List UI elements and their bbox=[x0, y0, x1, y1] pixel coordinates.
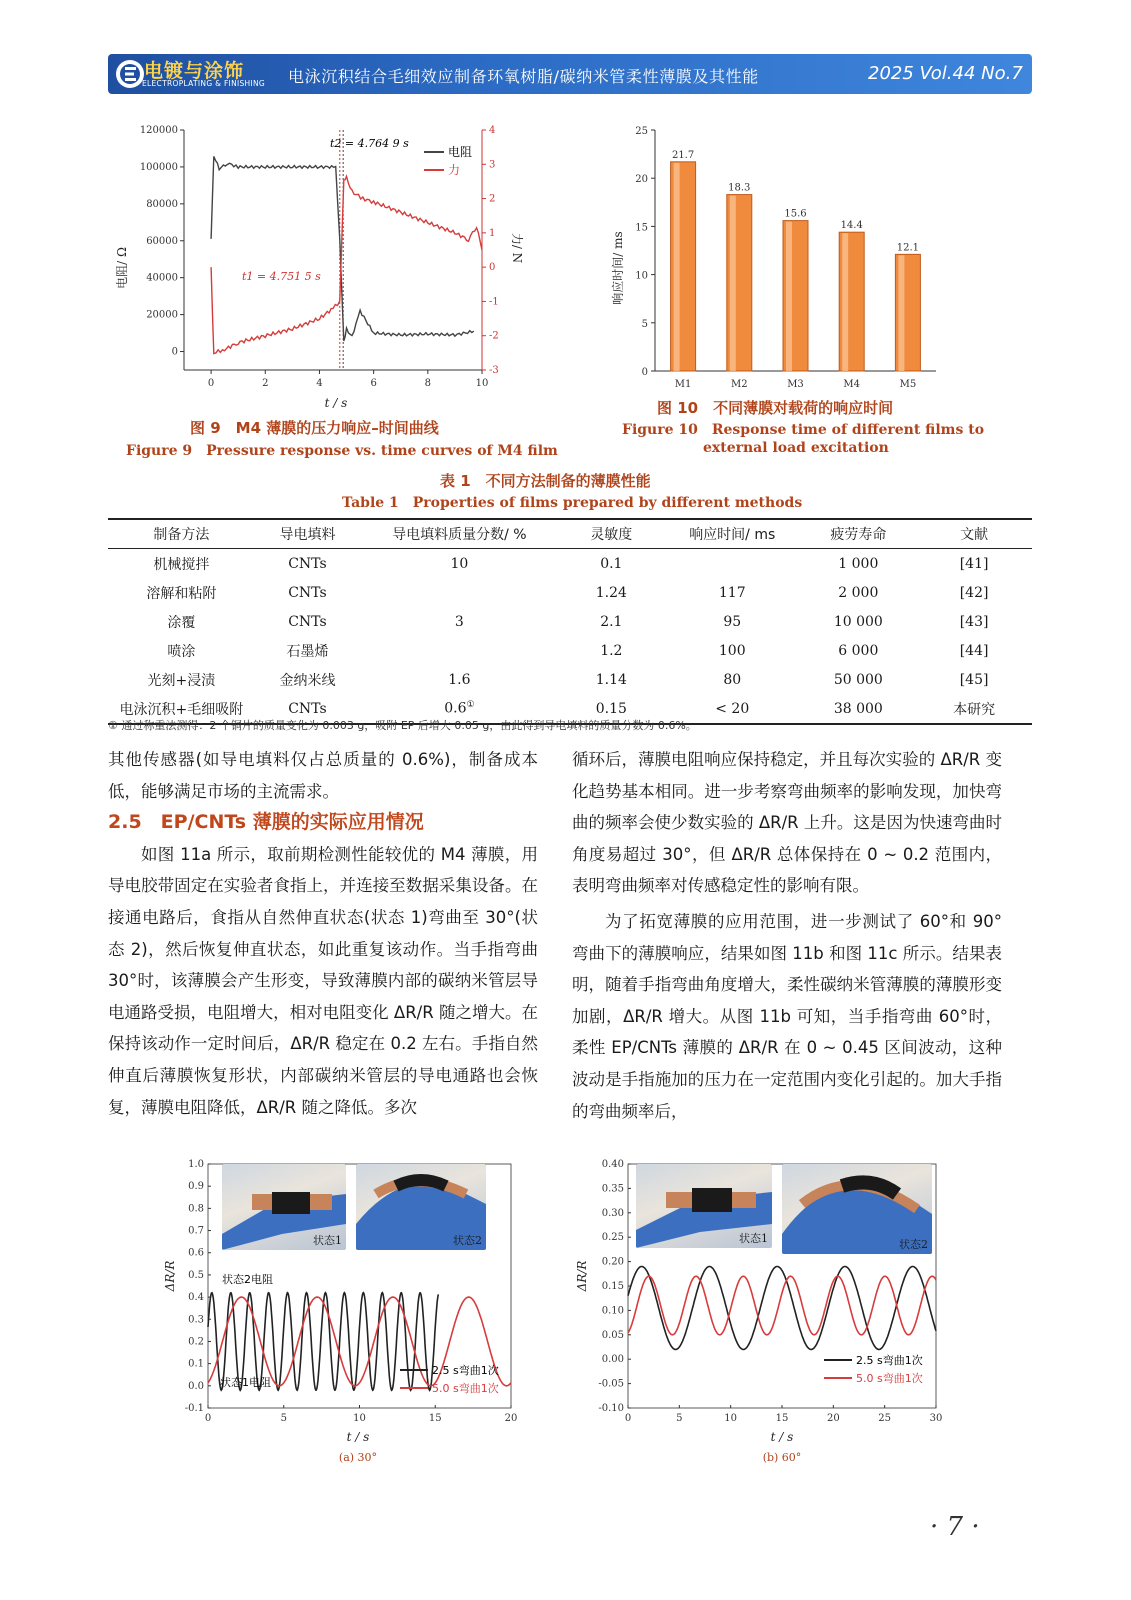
table-cell: [43] bbox=[959, 613, 989, 630]
fig10-bar-highlight bbox=[898, 255, 904, 371]
fig9-y-right-tick-label: 4 bbox=[489, 125, 496, 136]
table-cell: 溶解和粘附 bbox=[146, 585, 217, 602]
table-cell: 1.24 bbox=[595, 584, 627, 601]
fig11b-photo-state1 bbox=[636, 1164, 772, 1248]
fig11a-legend-1: 2.5 s弯曲1次 bbox=[432, 1364, 499, 1377]
fig10-bar-value-label: 18.3 bbox=[728, 182, 751, 194]
left-column bbox=[108, 744, 538, 1123]
fig10-x-tick-label: M3 bbox=[787, 379, 804, 390]
fig9-legend-resistance: 电阻 bbox=[448, 145, 473, 159]
fig9-x-tick-label: 10 bbox=[475, 378, 489, 389]
table-cell: 10 000 bbox=[833, 613, 883, 630]
table1-title-en: Table 1 Properties of films prepared by different methods bbox=[342, 495, 803, 511]
table-header-row bbox=[108, 519, 1032, 549]
fig11b-x-tick-label: 20 bbox=[826, 1413, 840, 1424]
table-header-fatigue-life: 疲劳寿命 bbox=[800, 519, 916, 549]
fig10-y-tick-label: 5 bbox=[641, 318, 648, 330]
fig9-y-left-tick-label: 100000 bbox=[139, 161, 178, 173]
fig11b-x-tick-label: 10 bbox=[724, 1413, 738, 1424]
volume-issue: 2025 Vol.44 No.7 bbox=[868, 63, 1023, 84]
table-cell: 金纳米线 bbox=[279, 672, 336, 689]
fig10-bar-value-label: 15.6 bbox=[784, 208, 807, 220]
fig11b-x-tick-label: 25 bbox=[878, 1413, 892, 1424]
table1-footnote: ① 通过称重法测得：2 个铜片的质量变化为 0.003 g，吸附 EP 后增大 0.05 g，由此得到导电填料的质量分数为 0.6%。 bbox=[108, 719, 697, 732]
fig10-x-tick-label: M4 bbox=[843, 379, 861, 390]
table-cell: [45] bbox=[959, 671, 989, 688]
table-cell: 2 000 bbox=[838, 584, 879, 601]
fig11b-photo-label-1: 状态1 bbox=[739, 1232, 768, 1245]
table-cell: 10 bbox=[450, 555, 469, 572]
fig11b-y-tick-label: 0.30 bbox=[601, 1207, 624, 1219]
fig11b-y-tick-label: 0.35 bbox=[601, 1183, 624, 1195]
table-cell: 光刻+浸渍 bbox=[147, 672, 216, 689]
fig11b-y-tick-label: 0.00 bbox=[601, 1354, 624, 1366]
table-header-reference: 文献 bbox=[916, 519, 1032, 549]
fig9-annotation-t2: t2 = 4.764 9 s bbox=[330, 137, 409, 150]
table-cell: 1.6 bbox=[448, 671, 471, 688]
fig9-caption-en: Figure 9 Pressure response vs. time curves of M4 film bbox=[126, 443, 558, 459]
table-cell: 1 000 bbox=[838, 555, 879, 572]
page-number: · 7 · bbox=[930, 1512, 980, 1542]
table-cell: 95 bbox=[723, 613, 742, 630]
fig9-y-left-tick-label: 20000 bbox=[146, 309, 178, 321]
fig9-x-tick-label: 4 bbox=[316, 378, 323, 389]
table-cell: 石墨烯 bbox=[286, 643, 329, 660]
fig9-ylabel-right: 力/ N bbox=[510, 232, 524, 264]
fig11b-x-tick-label: 15 bbox=[775, 1413, 789, 1424]
table-cell: 0.1 bbox=[600, 555, 623, 572]
table-cell: 100 bbox=[718, 642, 746, 659]
left-paragraph-1: 其他传感器(如导电填料仅占总质量的 0.6%)，制备成本低，能够满足市场的主流需求。 bbox=[108, 750, 538, 801]
fig11a-y-tick-label: 0.8 bbox=[188, 1203, 204, 1215]
table-cell: 6 000 bbox=[838, 642, 879, 659]
table-row bbox=[108, 636, 1032, 665]
right-column bbox=[572, 744, 1002, 1127]
fig10-bar-highlight bbox=[786, 222, 792, 371]
fig11b-ylabel: ΔR/R bbox=[575, 1260, 589, 1292]
fig11a-x-tick-label: 20 bbox=[504, 1413, 518, 1424]
fig9-y-right-tick-label: -3 bbox=[489, 365, 499, 376]
fig11b-y-tick-label: 0.05 bbox=[601, 1329, 624, 1341]
fig11b-y-tick-label: 0.20 bbox=[601, 1256, 624, 1268]
figure-10-chart bbox=[600, 118, 1000, 403]
fig10-caption-cn: 图 10 不同薄膜对载荷的响应时间 bbox=[657, 399, 894, 417]
table-cell: 3 bbox=[454, 613, 464, 630]
fig9-y-right-tick-label: 3 bbox=[489, 159, 496, 171]
fig11a-y-tick-label: 0.7 bbox=[188, 1225, 204, 1237]
table-cell: CNTs bbox=[255, 694, 360, 724]
table-cell: [44] bbox=[959, 642, 989, 659]
fig9-xlabel: t / s bbox=[324, 396, 348, 410]
fig9-y-right-tick-label: -1 bbox=[489, 296, 499, 308]
fig10-ylabel: 响应时间/ ms bbox=[611, 231, 625, 305]
fig11a-y-tick-label: 0.5 bbox=[188, 1269, 204, 1281]
fig9-x-tick-label: 0 bbox=[207, 378, 215, 389]
table-cell bbox=[360, 636, 558, 665]
table-header-method: 制备方法 bbox=[108, 519, 255, 549]
fig9-ylabel-left: 电阻/ Ω bbox=[115, 247, 129, 289]
fig11a-annotation-state2: 状态2电阻 bbox=[222, 1273, 273, 1286]
fig11a-x-tick-label: 10 bbox=[353, 1413, 366, 1424]
fig10-y-tick-label: 0 bbox=[641, 367, 648, 378]
journal-name-en: ELECTROPLATING & FINISHING bbox=[142, 79, 266, 88]
fig10-bar-value-label: 12.1 bbox=[896, 242, 920, 254]
section-heading: 2.5 EP/CNTs 薄膜的实际应用情况 bbox=[108, 811, 424, 834]
fig11a-xlabel: t / s bbox=[346, 1430, 370, 1444]
left-paragraph-2: 如图 11a 所示，取前期检测性能较优的 M4 薄膜，用导电胶带固定在实验者食指上，并连接至数据采集设备。在接通电路后，食指从自然伸直状态(状态 1)弯曲至 30°(状态 2)，然后恢复伸直状态，如此重复该动作。当手指弯曲 30°时，该薄膜会产生形变，导致薄膜内部的碳纳米管层导电通路受损，电阻增大，相对电阻变化 ΔR/R 随之增大。在保持该动作一定时间后，ΔR/R 稳定在 0.2 左右。手指自然伸直后薄膜恢复形状，内部碳纳米管层的导电通路也会恢复，薄膜电阻降低，ΔR/R 随之降低。多次 bbox=[108, 844, 538, 1117]
fig10-y-tick-label: 10 bbox=[635, 270, 648, 282]
fig11b-legend-1: 2.5 s弯曲1次 bbox=[856, 1354, 923, 1367]
fig11b-y-tick-label: 0.25 bbox=[601, 1232, 624, 1244]
table-header-filler: 导电填料 bbox=[255, 519, 360, 549]
table-cell: [41] bbox=[959, 555, 989, 572]
table-row bbox=[108, 665, 1032, 694]
fig10-bar-value-label: 14.4 bbox=[840, 220, 863, 232]
fig11a-photo-state1 bbox=[222, 1164, 346, 1250]
fig9-legend-force: 力 bbox=[448, 163, 461, 177]
right-paragraph-1: 循环后，薄膜电阻响应保持稳定，并且每次实验的 ΔR/R 变化趋势基本相同。进一步考察弯曲频率的影响发现，加快弯曲的频率会使少数实验的 ΔR/R 上升。这是因为快速弯曲时角度易超过 30°，但 ΔR/R 总体保持在 0 ~ 0.2 范围内，表明弯曲频率对传感稳定性的影响有限。 bbox=[572, 750, 1002, 896]
fig11b-x-tick-label: 5 bbox=[676, 1413, 683, 1424]
fig10-bar-value-label: 21.7 bbox=[671, 149, 695, 161]
fig9-x-tick-label: 2 bbox=[262, 378, 269, 389]
table-cell: 1.2 bbox=[600, 642, 623, 659]
footnote-mark: ① bbox=[466, 700, 475, 711]
fig9-caption-cn: 图 9 M4 薄膜的压力响应–时间曲线 bbox=[190, 419, 439, 437]
fig11b-y-tick-label: 0.40 bbox=[601, 1159, 624, 1170]
fig9-y-left-tick-label: 40000 bbox=[146, 272, 178, 284]
table-cell: 1.14 bbox=[595, 671, 627, 688]
fig11a-y-tick-label: 0.2 bbox=[188, 1336, 204, 1348]
table-cell: 喷涂 bbox=[167, 643, 196, 660]
fig10-y-tick-label: 25 bbox=[635, 126, 648, 137]
fig9-y-right-tick-label: -2 bbox=[489, 330, 499, 342]
table-header-response-time: 响应时间/ ms bbox=[664, 519, 800, 549]
right-paragraph-2: 为了拓宽薄膜的应用范围，进一步测试了 60°和 90°弯曲下的薄膜响应，结果如图 11b 和图 11c 所示。结果表明，随着手指弯曲角度增大，柔性碳纳米管薄膜的薄膜形变加剧，ΔR/R 增大。从图 11b 可知，当手指弯曲 60°时，柔性 EP/CNTs 薄膜的 ΔR/R 在 0 ~ 0.45 区间波动，这种波动是手指施加的压力在一定范围内变化引起的。加大手指的弯曲频率后， bbox=[572, 911, 1002, 1121]
journal-name-cn: 电镀与涂饰 bbox=[144, 60, 245, 82]
fig11b-label: (b) 60° bbox=[762, 1451, 802, 1464]
table-cell: 38 000 bbox=[800, 694, 916, 724]
fig9-y-left-tick-label: 60000 bbox=[146, 235, 178, 247]
fig11b-x-tick-label: 0 bbox=[624, 1413, 632, 1424]
table-cell: 50 000 bbox=[833, 671, 883, 688]
fig9-x-tick-label: 8 bbox=[424, 378, 432, 389]
fig10-x-tick-label: M5 bbox=[899, 379, 917, 390]
table-cell: 涂覆 bbox=[167, 614, 196, 631]
table-cell: CNTs bbox=[288, 584, 327, 601]
fig11b-y-tick-label: -0.05 bbox=[598, 1378, 624, 1390]
fig11a-annotation-state1: 状态1电阻 bbox=[220, 1376, 271, 1389]
table-cell: 80 bbox=[723, 671, 742, 688]
table-1 bbox=[108, 518, 1032, 725]
fig11b-y-tick-label: 0.10 bbox=[601, 1305, 624, 1317]
table-cell: 电泳沉积+毛细吸附 bbox=[108, 694, 255, 724]
fig9-y-right-tick-label: 0 bbox=[489, 262, 496, 274]
table1-title-cn: 表 1 不同方法制备的薄膜性能 bbox=[440, 472, 651, 490]
table-row bbox=[108, 549, 1032, 579]
fig11a-photo-label-1: 状态1 bbox=[313, 1234, 342, 1247]
fig10-x-tick-label: M2 bbox=[730, 379, 748, 390]
table-cell: 0.15 bbox=[559, 694, 664, 724]
table-cell: 2.1 bbox=[600, 613, 623, 630]
fig11b-xlabel: t / s bbox=[770, 1430, 794, 1444]
table-cell bbox=[360, 578, 558, 607]
fig11b-photo-label-2: 状态2 bbox=[899, 1238, 928, 1251]
fig11a-y-tick-label: 0.0 bbox=[188, 1380, 204, 1392]
table-header-sensitivity: 灵敏度 bbox=[559, 519, 664, 549]
fig11a-photo-label-2: 状态2 bbox=[453, 1234, 482, 1247]
fig10-x-tick-label: M1 bbox=[674, 379, 692, 390]
fig10-bar-highlight bbox=[730, 196, 736, 371]
fig11a-y-tick-label: 0.6 bbox=[188, 1247, 204, 1259]
fig10-bar-highlight bbox=[842, 233, 848, 371]
table-cell: CNTs bbox=[288, 613, 327, 630]
fig11a-y-tick-label: -0.1 bbox=[184, 1403, 204, 1414]
fig10-bar-highlight bbox=[674, 163, 680, 371]
fig10-y-tick-label: 15 bbox=[635, 222, 648, 234]
fig10-caption-en-1: Figure 10 Response time of different films to bbox=[622, 422, 985, 438]
table-cell: < 20 bbox=[664, 694, 800, 724]
running-title: 电泳沉积结合毛细效应制备环氧树脂/碳纳米管柔性薄膜及其性能 bbox=[288, 67, 759, 86]
table-cell: 117 bbox=[718, 584, 746, 601]
fig11a-y-tick-label: 0.1 bbox=[188, 1358, 204, 1370]
fig11a-y-tick-label: 0.4 bbox=[188, 1292, 204, 1304]
fig11a-y-tick-label: 1.0 bbox=[188, 1159, 204, 1170]
fig11a-x-tick-label: 0 bbox=[204, 1413, 212, 1424]
fig9-y-right-tick-label: 1 bbox=[489, 227, 496, 239]
table-header-filler-fraction: 导电填料质量分数/ % bbox=[360, 519, 558, 549]
fig11a-ylabel: ΔR/R bbox=[163, 1260, 177, 1292]
table-cell-text: 0.6 bbox=[444, 700, 467, 717]
table-cell: 机械搅拌 bbox=[153, 556, 210, 573]
fig11b-x-tick-label: 30 bbox=[929, 1413, 943, 1424]
table-cell bbox=[664, 549, 800, 579]
fig11a-y-tick-label: 0.3 bbox=[188, 1314, 204, 1326]
fig9-annotation-t1: t1 = 4.751 5 s bbox=[242, 270, 321, 283]
fig10-y-tick-label: 20 bbox=[635, 174, 648, 186]
fig11b-series-1 bbox=[628, 1267, 936, 1350]
fig9-y-right-tick-label: 2 bbox=[489, 193, 496, 205]
table-cell: CNTs bbox=[288, 555, 327, 572]
fig11b-y-tick-label: -0.10 bbox=[598, 1403, 624, 1414]
fig11a-legend-2: 5.0 s弯曲1次 bbox=[432, 1382, 499, 1395]
figure-9-chart bbox=[108, 118, 528, 418]
fig11a-x-tick-label: 15 bbox=[428, 1413, 442, 1424]
fig9-y-left-tick-label: 120000 bbox=[139, 125, 178, 136]
fig10-caption-en-2: external load excitation bbox=[703, 440, 889, 456]
table-row bbox=[108, 607, 1032, 636]
fig11b-series-2 bbox=[628, 1276, 936, 1335]
fig11a-x-tick-label: 5 bbox=[280, 1413, 287, 1424]
fig11b-photo-state2 bbox=[782, 1164, 932, 1254]
fig11a-label: (a) 30° bbox=[338, 1451, 378, 1464]
fig9-series-resistance bbox=[211, 156, 474, 341]
fig9-y-left-tick-label: 0 bbox=[171, 346, 178, 358]
fig11a-photo-state2 bbox=[356, 1164, 486, 1250]
table-cell: [42] bbox=[959, 584, 989, 601]
table-cell: 本研究 bbox=[916, 694, 1032, 724]
table-row bbox=[108, 578, 1032, 607]
fig11b-y-tick-label: 0.15 bbox=[601, 1281, 624, 1292]
fig11a-y-tick-label: 0.9 bbox=[188, 1181, 204, 1193]
fig9-y-left-tick-label: 80000 bbox=[146, 198, 178, 210]
fig11b-legend-2: 5.0 s弯曲1次 bbox=[856, 1372, 923, 1385]
fig9-x-tick-label: 6 bbox=[370, 378, 377, 389]
